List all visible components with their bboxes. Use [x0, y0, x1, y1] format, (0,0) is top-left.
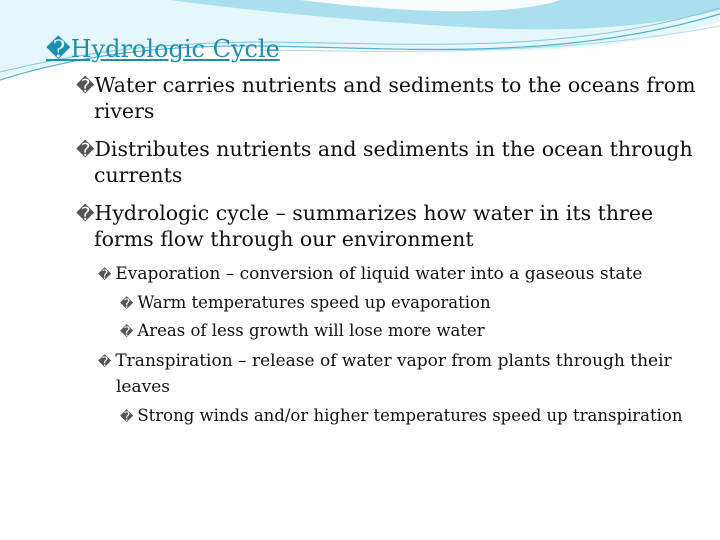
sub-bullet-text: Evaporation – conversion of liquid water into a gaseous state — [115, 264, 643, 284]
sub-bullet-item — [98, 262, 716, 288]
nested-bullet-glyph: � — [120, 297, 134, 312]
nested-bullet-glyph: � — [120, 410, 134, 425]
nested-bullet-item — [120, 404, 698, 430]
sub-bullet-glyph: � — [98, 268, 112, 283]
nested-bullet-item — [120, 291, 698, 317]
sub-bullet-item — [98, 349, 716, 399]
bullet-item — [76, 137, 714, 187]
nested-bullet-text: Warm temperatures speed up evaporation — [137, 293, 491, 312]
bullet-glyph: � — [76, 140, 95, 161]
nested-bullet-text: Areas of less growth will lose more water — [137, 321, 485, 340]
bullet-glyph: � — [76, 76, 95, 97]
slide-title-link[interactable] — [46, 35, 280, 63]
sub-bullet-glyph: � — [98, 355, 112, 370]
bullet-text: Distributes nutrients and sediments in the ocean through currents — [94, 137, 693, 187]
slide-title-text: Hydrologic Cycle — [70, 35, 280, 63]
bullet-text: Hydrologic cycle – summarizes how water in its three forms flow through our environment — [94, 201, 654, 251]
nested-bullet-glyph: � — [120, 325, 134, 340]
slide-title — [46, 34, 280, 64]
title-bullet-glyph: � — [46, 35, 71, 63]
nested-bullet-item — [120, 319, 698, 345]
nested-bullet-text: Strong winds and/or higher temperatures speed up transpiration — [137, 406, 683, 425]
bullet-text: Water carries nutrients and sediments to the oceans from rivers — [94, 73, 696, 123]
sub-bullet-text: Transpiration – release of water vapor from plants through their leaves — [115, 351, 672, 397]
bullet-item — [76, 201, 714, 251]
bullet-item — [76, 73, 714, 123]
bullet-glyph: � — [76, 204, 95, 225]
